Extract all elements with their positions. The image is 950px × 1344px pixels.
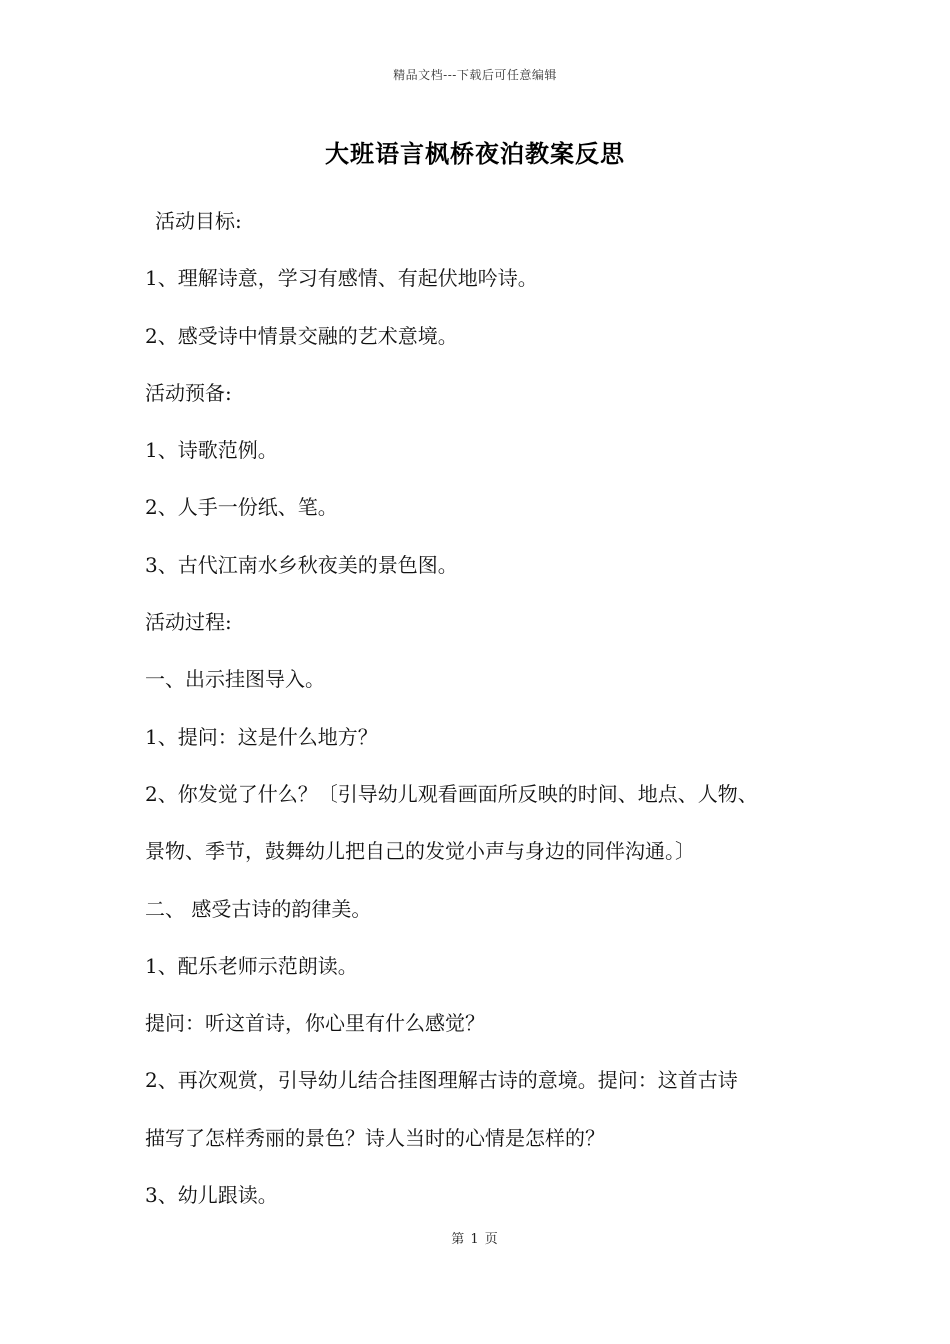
paragraph-line: 景物、季节，鼓舞幼儿把自己的发觉小声与身边的同伴沟通。〕	[145, 839, 695, 864]
paragraph-line: 1、提问：这是什么地方？	[145, 724, 378, 749]
paragraph-line: 提问：听这首诗，你心里有什么感觉？	[145, 1011, 485, 1036]
paragraph-line: 描写了怎样秀丽的景色？诗人当时的心情是怎样的？	[145, 1125, 605, 1150]
paragraph-line: 2、再次观赏，引导幼儿结合挂图理解古诗的意境。提问：这首古诗	[145, 1068, 738, 1093]
section-heading-goals: 活动目标:	[155, 209, 242, 233]
paragraph-line: 2、人手一份纸、笔。	[145, 495, 338, 520]
paragraph-line: 3、古代江南水乡秋夜美的景色图。	[145, 552, 458, 577]
page-header: 精品文档---下载后可任意编辑	[393, 68, 557, 82]
paragraph-line: 一、出示挂图导入。	[145, 667, 325, 692]
page-footer: 第 1 页	[451, 1232, 499, 1247]
paragraph-line: 1、配乐老师示范朗读。	[145, 953, 358, 978]
paragraph-line: 2、你发觉了什么？〔引导幼儿观看画面所反映的时间、地点、人物、	[145, 781, 758, 806]
document-body	[145, 206, 845, 1237]
paragraph-line: 3、幼儿跟读。	[145, 1183, 278, 1208]
paragraph-line: 1、诗歌范例。	[145, 438, 278, 463]
paragraph-line: 二、 感受古诗的韵律美。	[145, 896, 372, 921]
paragraph-line: 1、理解诗意，学习有感情、有起伏地吟诗。	[145, 266, 538, 291]
section-heading-preparation: 活动预备:	[145, 380, 232, 405]
section-heading-process: 活动过程:	[145, 610, 232, 635]
document-title: 大班语言枫桥夜泊教案反思	[325, 139, 625, 168]
paragraph-line: 2、感受诗中情景交融的艺术意境。	[145, 323, 458, 348]
